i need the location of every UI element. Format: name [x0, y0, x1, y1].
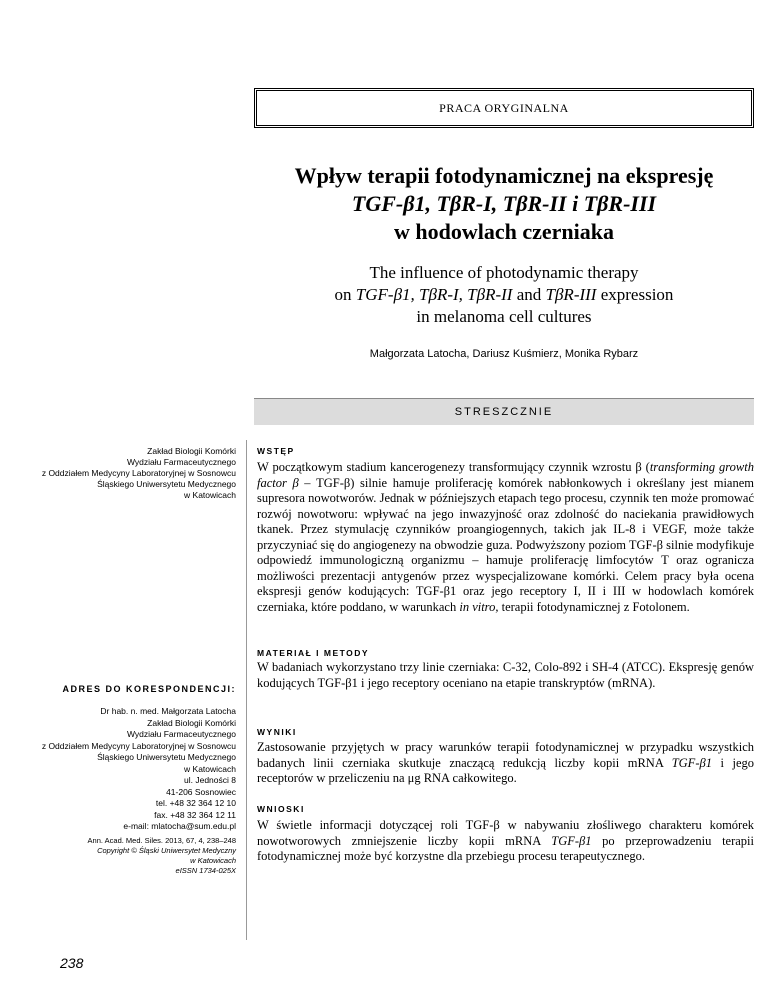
title-en-suffix: expression: [596, 285, 674, 304]
section-body-wstep: [257, 460, 754, 615]
affiliation-line: Zakład Biologii Komórki: [147, 446, 236, 456]
text: Zastosowanie przyjętych w pracy warunków terapii fotodynamicznej w przypadku wszystkich badanych linii czerniaka skutkuje znaczącą redukcją liczby kopii mRNA: [257, 740, 754, 770]
address-line: 41-206 Sosnowiec: [166, 786, 236, 797]
page-number: 238: [60, 955, 84, 971]
text: W świetle informacji dotyczącej roli TGF-β w nabywaniu złośliwego charakteru komórek nowotworowych zmniejszenie liczby kopii mRNA: [257, 818, 754, 848]
address-line: ul. Jedności 8: [184, 775, 236, 785]
title-pl-line3: w hodowlach czerniaka: [394, 219, 614, 244]
title-en-genes: TGF-β1, TβR-I, TβR-II: [355, 285, 513, 304]
text: i jego receptorów w przeliczeniu na μg RNA całkowitego.: [257, 755, 754, 785]
title-en-line2: [254, 284, 754, 306]
text-italic: in vitro,: [459, 599, 499, 614]
affiliation: [42, 446, 236, 501]
title-en-line1: The influence of photodynamic therapy: [369, 263, 639, 282]
affiliation-line: w Katowicach: [184, 490, 236, 500]
affiliation-line: Wydziału Farmaceutycznego: [126, 457, 236, 467]
address-email: e-mail: mlatocha@sum.edu.pl: [123, 821, 236, 831]
title-pl-line2: TGF-β1, TβR-I, TβR-II i TβR-III: [351, 191, 657, 216]
address-line: Śląskiego Uniwersytetu Medycznego: [97, 752, 236, 762]
text: W początkowym stadium kancerogenezy transformujący czynnik wzrostu β (: [257, 460, 650, 474]
affiliation-line: z Oddziałem Medycyny Laboratoryjnej w Sosnowcu: [41, 468, 236, 478]
text-italic: transforming growth factor β: [257, 460, 754, 490]
section-body-material: W badaniach wykorzystano trzy linie czerniaka: C-32, Colo-892 i SH-4 (ATCC). Ekspresję genów kodujących TGF-β1 i jego receptory oceniano na etapie transkryptów (mRNA).: [257, 660, 754, 690]
abstract-heading: STRESZCZNIE: [454, 406, 554, 418]
abstract-heading-bar: [254, 398, 754, 425]
article-type-box: [254, 88, 754, 128]
address-line: fax. +48 32 364 12 11: [154, 809, 236, 820]
title-en-line3: in melanoma cell cultures: [416, 307, 592, 326]
address-line: Zakład Biologii Komórki: [147, 717, 236, 728]
text: po przeprowadzeniu terapii fotodynamicznej może być korzystne dla przebiegu procesu terapeutycznego.: [257, 833, 754, 863]
section-heading-wstep: WSTĘP: [257, 446, 295, 456]
text-italic: TGF-β1: [551, 833, 592, 848]
title-english: [254, 262, 754, 328]
title-en-gene4: TβR-III: [545, 285, 597, 304]
address-line: tel. +48 32 364 12 10: [155, 798, 236, 808]
section-body-wyniki: [257, 740, 754, 787]
authors: Małgorzata Latocha, Dariusz Kuśmierz, Monika Rybarz: [369, 348, 639, 360]
text-italic: TGF-β1: [671, 755, 712, 770]
citation-line: Ann. Acad. Med. Siles. 2013, 67, 4, 238–248: [87, 836, 236, 845]
correspondence-heading: ADRES DO KORESPONDENCJI:: [62, 684, 236, 694]
citation: [88, 836, 236, 876]
title-polish: [254, 162, 754, 246]
text: terapii fotodynamicznej z Fotolonem.: [498, 599, 690, 614]
section-heading-wnioski: WNIOSKI: [257, 804, 305, 814]
text: – TGF-β) silnie hamuje proliferację komórek nabłonkowych i określany jest mianem supresora nowotworów. Jednak w późniejszych etapach tego procesu, czynnik ten może promować rozwój nowotworu: wpływać na jego inwazyjność oraz zdolność do naciekania prawidłowych tkanek. Przez stymulację czynników proangiogennych, takich jak IL-8 i VEGF, może także przyczyniać się do angiogenezy na obwodzie guza. Podwyższony poziom TGF-β silnie modyfikuje odpowiedź immunologiczną organizmu – hamuje proliferację limfocytów T oraz ogranicza możliwości prezentacji antygenów przez wyspecjalizowane komórki. Celem pracy była ocena ekspresji genów kodujących: TGF-β1 oraz jego receptory I, II i III w hodowlach komórek czerniaka, które poddano, w warunkach: [257, 475, 754, 614]
citation-line: eISSN 1734-025X: [175, 866, 236, 875]
column-divider: [246, 440, 247, 940]
address-line: z Oddziałem Medycyny Laboratoryjnej w Sosnowcu: [41, 740, 236, 751]
correspondence-address: [42, 706, 236, 833]
section-body-wnioski: [257, 818, 754, 865]
affiliation-line: Śląskiego Uniwersytetu Medycznego: [97, 479, 236, 489]
citation-line: w Katowicach: [190, 856, 236, 865]
citation-line: Copyright © Śląski Uniwersytet Medyczny: [97, 846, 236, 855]
address-line: w Katowicach: [184, 763, 236, 774]
section-heading-material: MATERIAŁ I METODY: [257, 648, 370, 658]
title-pl-line1: Wpływ terapii fotodynamicznej na ekspresję: [294, 163, 714, 188]
address-line: Dr hab. n. med. Małgorzata Latocha: [100, 706, 236, 716]
address-line: Wydziału Farmaceutycznego: [126, 729, 236, 739]
title-en-prefix: on: [334, 285, 356, 304]
section-heading-wyniki: WYNIKI: [257, 727, 297, 737]
article-type: PRACA ORYGINALNA: [439, 100, 569, 115]
title-en-and: and: [512, 285, 546, 304]
